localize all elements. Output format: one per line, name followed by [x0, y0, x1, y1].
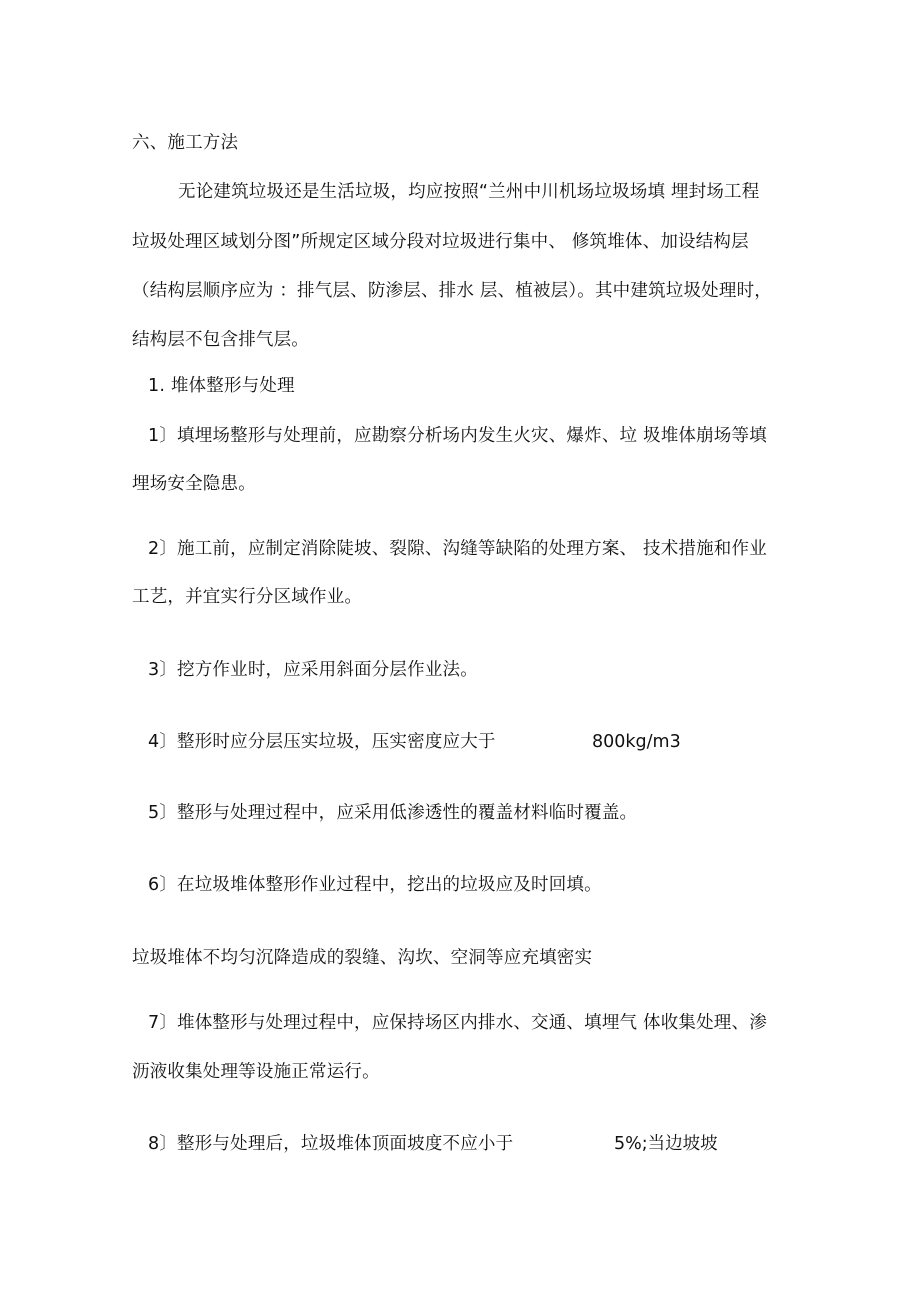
item-8-value: 5%;当边坡坡 — [614, 1134, 718, 1154]
item-2-line-1: 2〕施工前，应制定消除陡坡、裂隙、沟缝等缺陷的处理方案、 技术措施和作业 — [148, 539, 767, 559]
item-7-line-2: 沥液收集处理等设施正常运行。 — [132, 1062, 380, 1082]
item-4-value: 800kg/m3 — [592, 732, 681, 752]
subsection-heading: 1. 堆体整形与处理 — [148, 376, 295, 396]
item-8-text: 8〕整形与处理后，垃圾堆体顶面坡度不应小于 — [148, 1134, 514, 1154]
item-1-line-1: 1〕填埋场整形与处理前，应勘察分析场内发生火灾、爆炸、垃 圾堆体崩场等填 — [148, 426, 767, 446]
item-6: 6〕在垃圾堆体整形作业过程中，挖出的垃圾应及时回填。 — [148, 875, 602, 895]
item-2-line-2: 工艺，并宜实行分区域作业。 — [132, 587, 363, 607]
item-3: 3〕挖方作业时，应采用斜面分层作业法。 — [148, 660, 478, 680]
item-7-line-1: 7〕堆体整形与处理过程中，应保持场区内排水、交通、填埋气 体收集处理、渗 — [148, 1013, 767, 1033]
intro-line-3: （结构层顺序应为 ：排气层、防渗层、排水 层、植被层）。其中建筑垃圾处理时， — [132, 281, 772, 301]
item-1-line-2: 埋场安全隐患。 — [132, 474, 256, 494]
item-6-continuation: 垃圾堆体不均匀沉降造成的裂缝、沟坎、空洞等应充填密实 — [132, 948, 593, 968]
item-4-text: 4〕整形时应分层压实垃圾，压实密度应大于 — [148, 732, 496, 752]
item-5: 5〕整形与处理过程中，应采用低渗透性的覆盖材料临时覆盖。 — [148, 803, 638, 823]
intro-line-2: 垃圾处理区域划分图”所规定区域分段对垃圾进行集中、 修筑堆体、加设结构层 — [132, 232, 749, 252]
intro-line-4: 结构层不包含排气层。 — [132, 330, 309, 350]
intro-line-1: 无论建筑垃圾还是生活垃圾，均应按照“兰州中川机场垃圾场填 埋封场工程 — [178, 182, 760, 202]
section-title: 六、施工方法 — [132, 133, 239, 153]
